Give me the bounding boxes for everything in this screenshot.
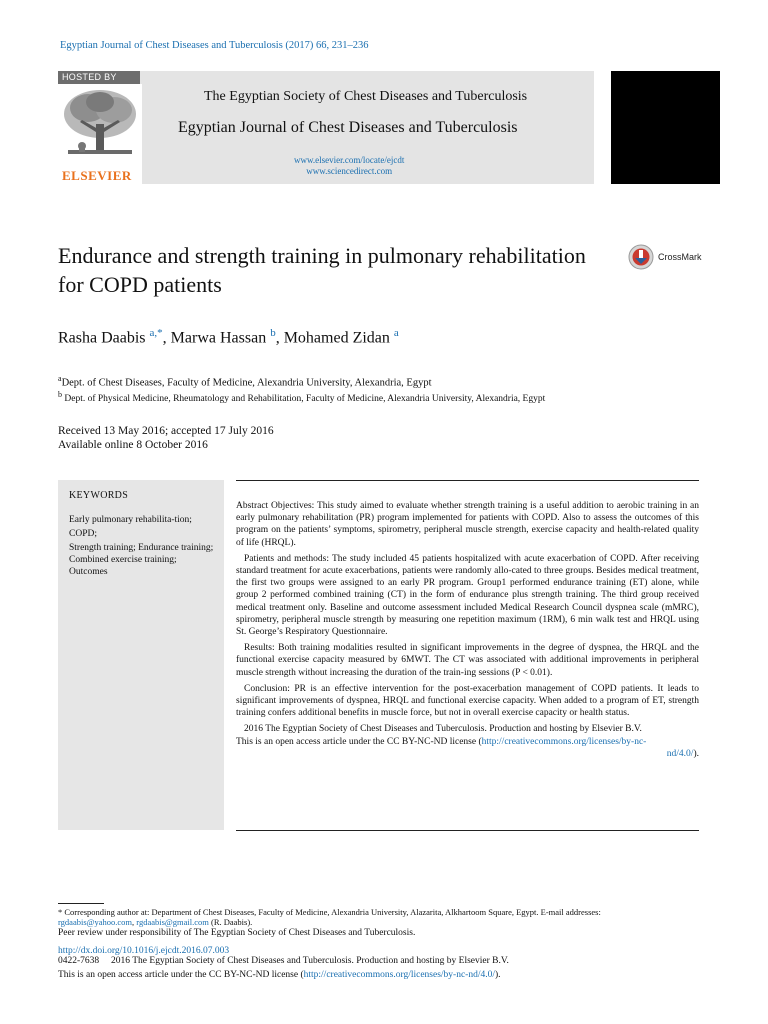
author-name: Marwa Hassan [170,329,267,347]
peer-review-note: Peer review under responsibility of The Egyptian Society of Chest Diseases and Tuberculosis. [58,928,416,938]
abstract-top-rule [236,480,699,481]
keyword-item: Early pulmonary rehabilita-tion; [69,515,192,525]
journal-name: Egyptian Journal of Chest Diseases and Tuberculosis [178,119,518,136]
journal-banner [58,71,720,184]
abstract [236,500,699,760]
license-link[interactable]: http://creativecommons.org/licenses/by-nc- [481,736,647,747]
received-date: Received 13 May 2016; accepted 17 July 2016 [58,425,274,437]
elsevier-logo [58,84,142,184]
hosted-by-label: HOSTED BY [58,71,140,84]
affiliation-text: Dept. of Physical Medicine, Rheumatology and Rehabilitation, Faculty of Medicine, Alexandria University, Alexandria, Egypt [64,394,546,405]
sciencedirect-url-link[interactable]: www.sciencedirect.com [306,166,393,176]
elsevier-url-link[interactable]: www.elsevier.com/locate/ejcdt [294,155,405,165]
affiliation-text: Dept. of Chest Diseases, Faculty of Medicine, Alexandria University, Alexandria, Egypt [61,377,432,389]
open-access-line [58,970,501,980]
author-name: Mohamed Zidan [283,329,390,347]
author-list: Rasha Daabis $^{a,*}$, Marwa Hassan $^b$, Mohamed Zidan $^a$ [58,327,399,347]
keyword-item: COPD; [69,529,97,539]
email-separator: , [132,917,137,927]
issn-line: 0422-7638 2016 The Egyptian Society of Chest Diseases and Tuberculosis. Production and hosting by Elsevier B.V. [58,956,509,966]
elsevier-wordmark: ELSEVIER [62,168,132,183]
available-date: Available online 8 October 2016 [58,439,208,451]
author-name: Rasha Daabis [58,329,146,347]
keywords-box [58,480,224,830]
email-line [58,917,698,927]
abstract-objectives: Abstract Objectives: This study aimed to evaluate whether strength training is a useful addition to aerobic training in an early pulmonary rehabilitation (PR) program implemented for patients with COPD. Also to assess the outcomes of this program on the patients’ symptoms, spirometry, peripheral muscle strength, exercise capacity and health-related quality of life (HRQL). [236,501,699,548]
crossmark-button[interactable] [628,244,702,270]
corresponding-footnote [58,907,698,927]
affiliation-marker: a [58,374,62,383]
corresponding-text: * Corresponding author at: Department of Chest Diseases, Faculty of Medicine, Alexandria University, Alazarita, Alkhartoom Square, Egypt. E-mail addresses: [58,907,601,917]
abstract-methods: Patients and methods: The study included 45 patients hospitalized with acute exacerbation of COPD. After receiving standard treatment for acute exacerbations, patients were randomly allo-cated to three groups. Besides medical treatment, the first two groups were assigned to an early PR program. Group1 performed endurance training (ET) alone, while group 2 performed combined training (CT) in the form of endurance plus strength training. The third group received medical treatment only. Baseline and outcome assessment included Medical Research Council dyspnea scale (mMRC), spirometry, peripheral muscle strength by measuring one repetition maximum (1RM), 6 min walk test and HRQL using St. George’s Respiratory Questionnaire. [236,553,699,638]
author-affiliation-link[interactable]: a [393,327,399,339]
journal-cover-image [611,71,720,184]
abstract-bottom-rule [236,830,699,831]
license-link-continued[interactable]: nd/4.0/ [666,748,694,759]
article-title: Endurance and strength training in pulmonary rehabilitation for COPD patients [58,243,586,297]
crossmark-icon [628,244,654,270]
license-suffix: ). [693,748,699,759]
affiliation-marker: b [58,390,62,399]
email-link[interactable]: rgdaabis@yahoo.com [58,917,133,927]
crossmark-label: CrossMark [658,252,702,262]
tree-icon [58,84,142,168]
article-dates [58,424,274,452]
email-suffix: (R. Daabis). [208,917,253,927]
author-affiliation-link[interactable]: b [270,327,276,339]
abstract-results: Results: Both training modalities resulted in significant improvements in the degree of dyspnea, the HRQL and the functional exercise capacity measured by 6MWT. The CT was associated with additional improvements in peripheral muscle strength without increasing the duration of the train-ing sessions (P < 0.01). [236,643,699,678]
abstract-copyright: 2016 The Egyptian Society of Chest Diseases and Tuberculosis. Production and hosting by Elsevier B.V. [244,724,642,735]
open-access-link[interactable]: http://creativecommons.org/licenses/by-nc-nd/4.0/ [303,970,495,980]
keyword-item: Strength training; Endurance training; Combined exercise training; Outcomes [69,543,214,577]
open-access-text: This is an open access article under the CC BY-NC-ND license ( [58,970,304,980]
license-text: This is an open access article under the CC BY-NC-ND license ( [236,736,482,747]
abstract-conclusion: Conclusion: PR is an effective intervention for the post-exacerbation management of COPD patients. It leads to significant improvements of dyspnea, HRQL and functional exercise capacity. When added to a program of ET, strength training confers additional benefits in muscle force, but not in overall exercise capacity or health status. [236,683,699,719]
abstract-license [236,736,699,748]
author-affiliation-link[interactable]: a,* [149,327,163,339]
journal-urls [294,155,404,177]
journal-citation[interactable]: Egyptian Journal of Chest Diseases and Tuberculosis (2017) 66, 231–236 [60,40,369,51]
abstract-license-continued [236,748,699,760]
doi-link[interactable]: http://dx.doi.org/10.1016/j.ejcdt.2016.07.003 [58,946,230,956]
keywords-heading: KEYWORDS [69,490,129,501]
email-link[interactable]: rgdaabis@gmail.com [136,917,209,927]
affiliation [58,374,432,389]
open-access-suffix: ). [495,970,501,980]
society-name: The Egyptian Society of Chest Diseases and Tuberculosis [204,89,528,104]
footnote-rule [58,903,104,904]
affiliation [58,390,545,404]
